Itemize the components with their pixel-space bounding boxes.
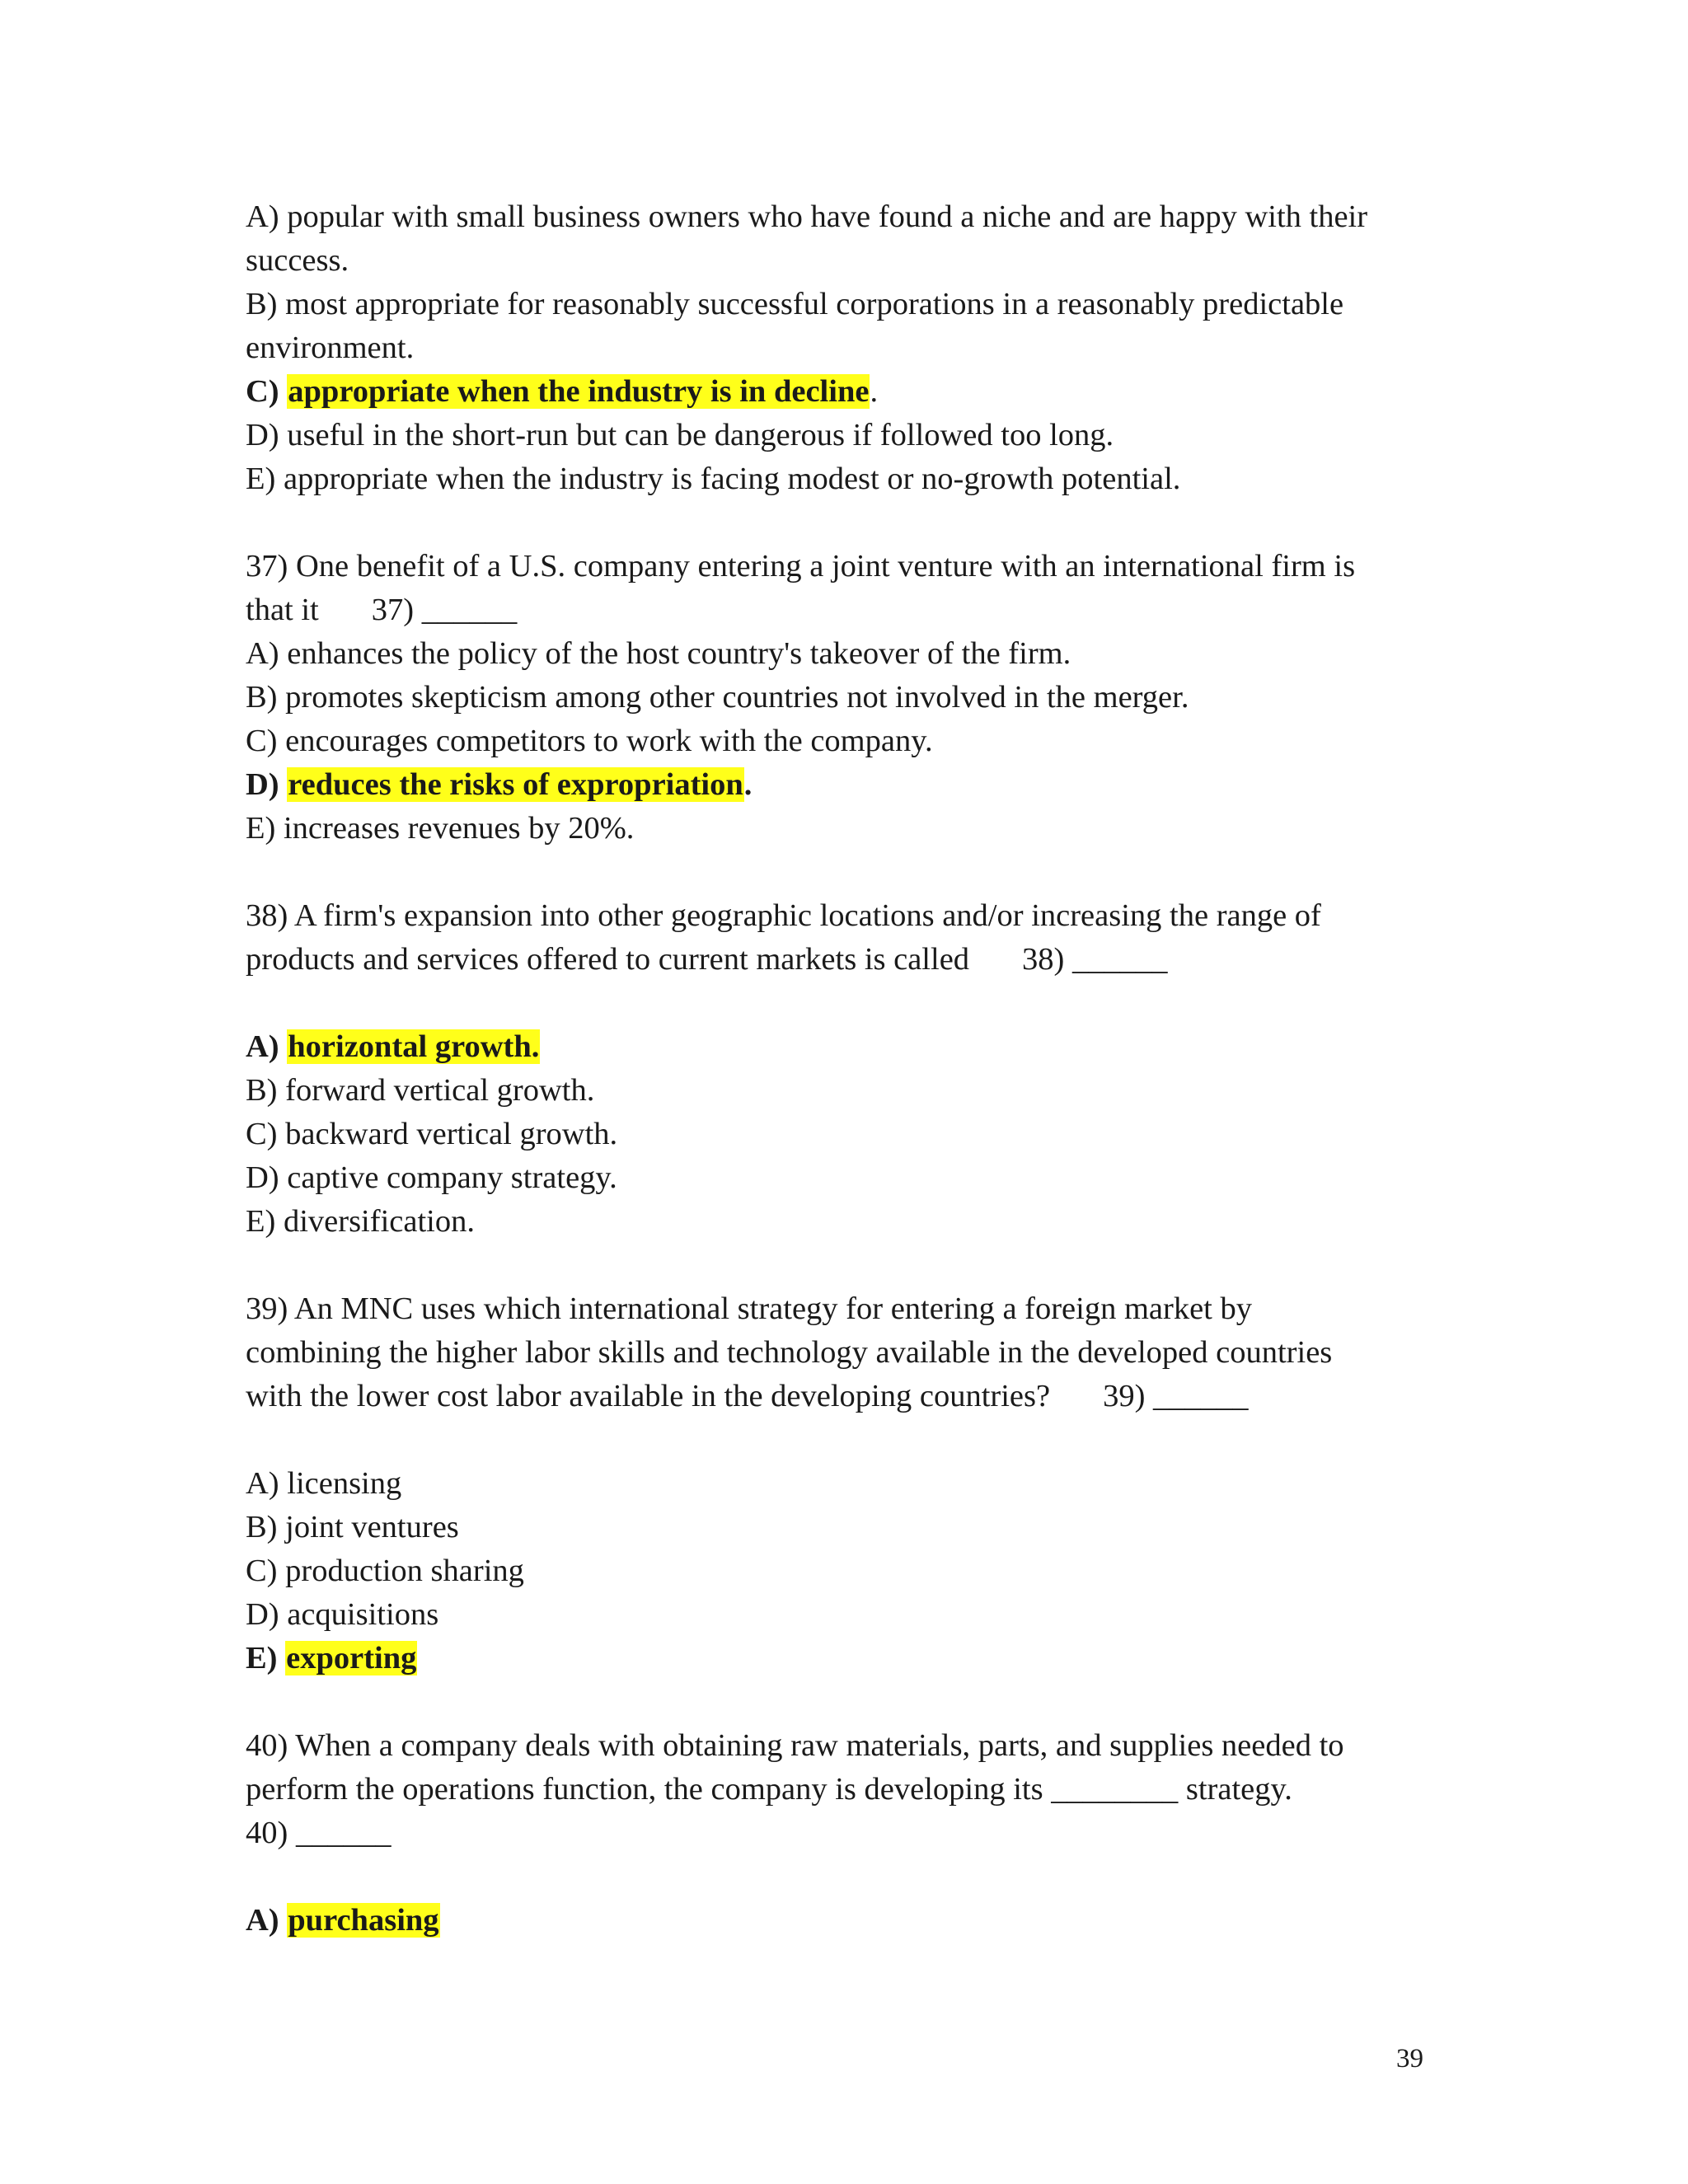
q36-option-a-line2: success. <box>246 243 349 278</box>
q38-option-b: B) forward vertical growth. <box>246 1073 595 1108</box>
q40-answer-blank: 40) ______ <box>246 1816 392 1850</box>
q36-option-d: D) useful in the short-run but can be dangerous if followed too long. <box>246 418 1114 452</box>
q37-stem-line1: 37) One benefit of a U.S. company entering a joint venture with an international firm is <box>246 549 1356 583</box>
q38-option-a-letter: A) <box>246 1029 279 1064</box>
q39-option-d: D) acquisitions <box>246 1597 439 1632</box>
q38-option-c: C) backward vertical growth. <box>246 1117 618 1151</box>
spacer <box>246 1855 1441 1899</box>
q36-option-c-answer <box>246 370 1441 414</box>
spacer <box>246 1418 1441 1462</box>
q38-stem-text: products and services offered to current markets is called <box>246 942 970 977</box>
q37-option-d-highlight: reduces the risks of expropriation <box>288 767 743 802</box>
q40-stem-line2: perform the operations function, the company is developing its ________ strategy. <box>246 1772 1292 1807</box>
q39-stem-line3 <box>246 1375 1441 1418</box>
q36-option-e: E) appropriate when the industry is facing modest or no-growth potential. <box>246 462 1181 496</box>
q37-stem-text: that it <box>246 593 319 627</box>
q37-option-d-letter: D) <box>246 767 279 802</box>
q36-option-b-line1: B) most appropriate for reasonably successful corporations in a reasonably predictable <box>246 287 1344 321</box>
q36-option-b-line2: environment. <box>246 330 415 365</box>
spacer <box>246 1680 1441 1724</box>
page-number: 39 <box>1396 2044 1423 2074</box>
q39-option-a: A) licensing <box>246 1466 402 1501</box>
q39-stem-text: with the lower cost labor available in the developing countries? <box>246 1379 1051 1413</box>
q39-option-c: C) production sharing <box>246 1554 524 1588</box>
q40-option-a-answer <box>246 1899 1441 1943</box>
q37-option-d-tail: . <box>743 767 753 802</box>
q39-answer-blank: 39) ______ <box>1103 1379 1249 1413</box>
question-content <box>246 195 1441 1943</box>
q37-stem-line2 <box>246 588 1441 632</box>
q39-option-e-highlight: exporting <box>286 1641 417 1675</box>
q37-answer-blank: 37) ______ <box>371 593 518 627</box>
q39-stem-line2: combining the higher labor skills and technology available in the developed countries <box>246 1335 1333 1370</box>
q38-answer-blank: 38) ______ <box>1022 942 1168 977</box>
q39-option-e-answer <box>246 1637 1441 1680</box>
q37-option-b: B) promotes skepticism among other countries not involved in the merger. <box>246 680 1189 715</box>
q36-option-c-letter: C) <box>246 374 279 409</box>
q36-option-c-highlight: appropriate when the industry is in decline <box>288 374 870 409</box>
q38-option-d: D) captive company strategy. <box>246 1160 617 1195</box>
q40-stem-line1: 40) When a company deals with obtaining raw materials, parts, and supplies needed to <box>246 1728 1344 1763</box>
q40-option-a-letter: A) <box>246 1903 279 1938</box>
q38-stem-line2 <box>246 938 1441 982</box>
q37-option-d-answer <box>246 763 1441 807</box>
q39-stem-line1: 39) An MNC uses which international strategy for entering a foreign market by <box>246 1291 1252 1326</box>
q36-option-c-tail: . <box>870 374 879 409</box>
q36-option-a-line1: A) popular with small business owners who have found a niche and are happy with their <box>246 199 1368 234</box>
q40-option-a-highlight: purchasing <box>288 1903 439 1938</box>
q38-option-a-answer <box>246 1025 1441 1069</box>
spacer <box>246 851 1441 894</box>
spacer <box>246 501 1441 545</box>
q39-option-e-letter: E) <box>246 1641 278 1675</box>
spacer <box>246 1244 1441 1287</box>
q38-option-a-highlight: horizontal growth. <box>288 1029 540 1064</box>
q37-option-c: C) encourages competitors to work with the company. <box>246 724 933 758</box>
q38-option-e: E) diversification. <box>246 1204 475 1239</box>
q37-option-a: A) enhances the policy of the host country's takeover of the firm. <box>246 636 1071 671</box>
q39-option-b: B) joint ventures <box>246 1510 459 1544</box>
spacer <box>246 982 1441 1025</box>
q37-option-e: E) increases revenues by 20%. <box>246 811 635 846</box>
q38-stem-line1: 38) A firm's expansion into other geographic locations and/or increasing the range of <box>246 898 1321 933</box>
